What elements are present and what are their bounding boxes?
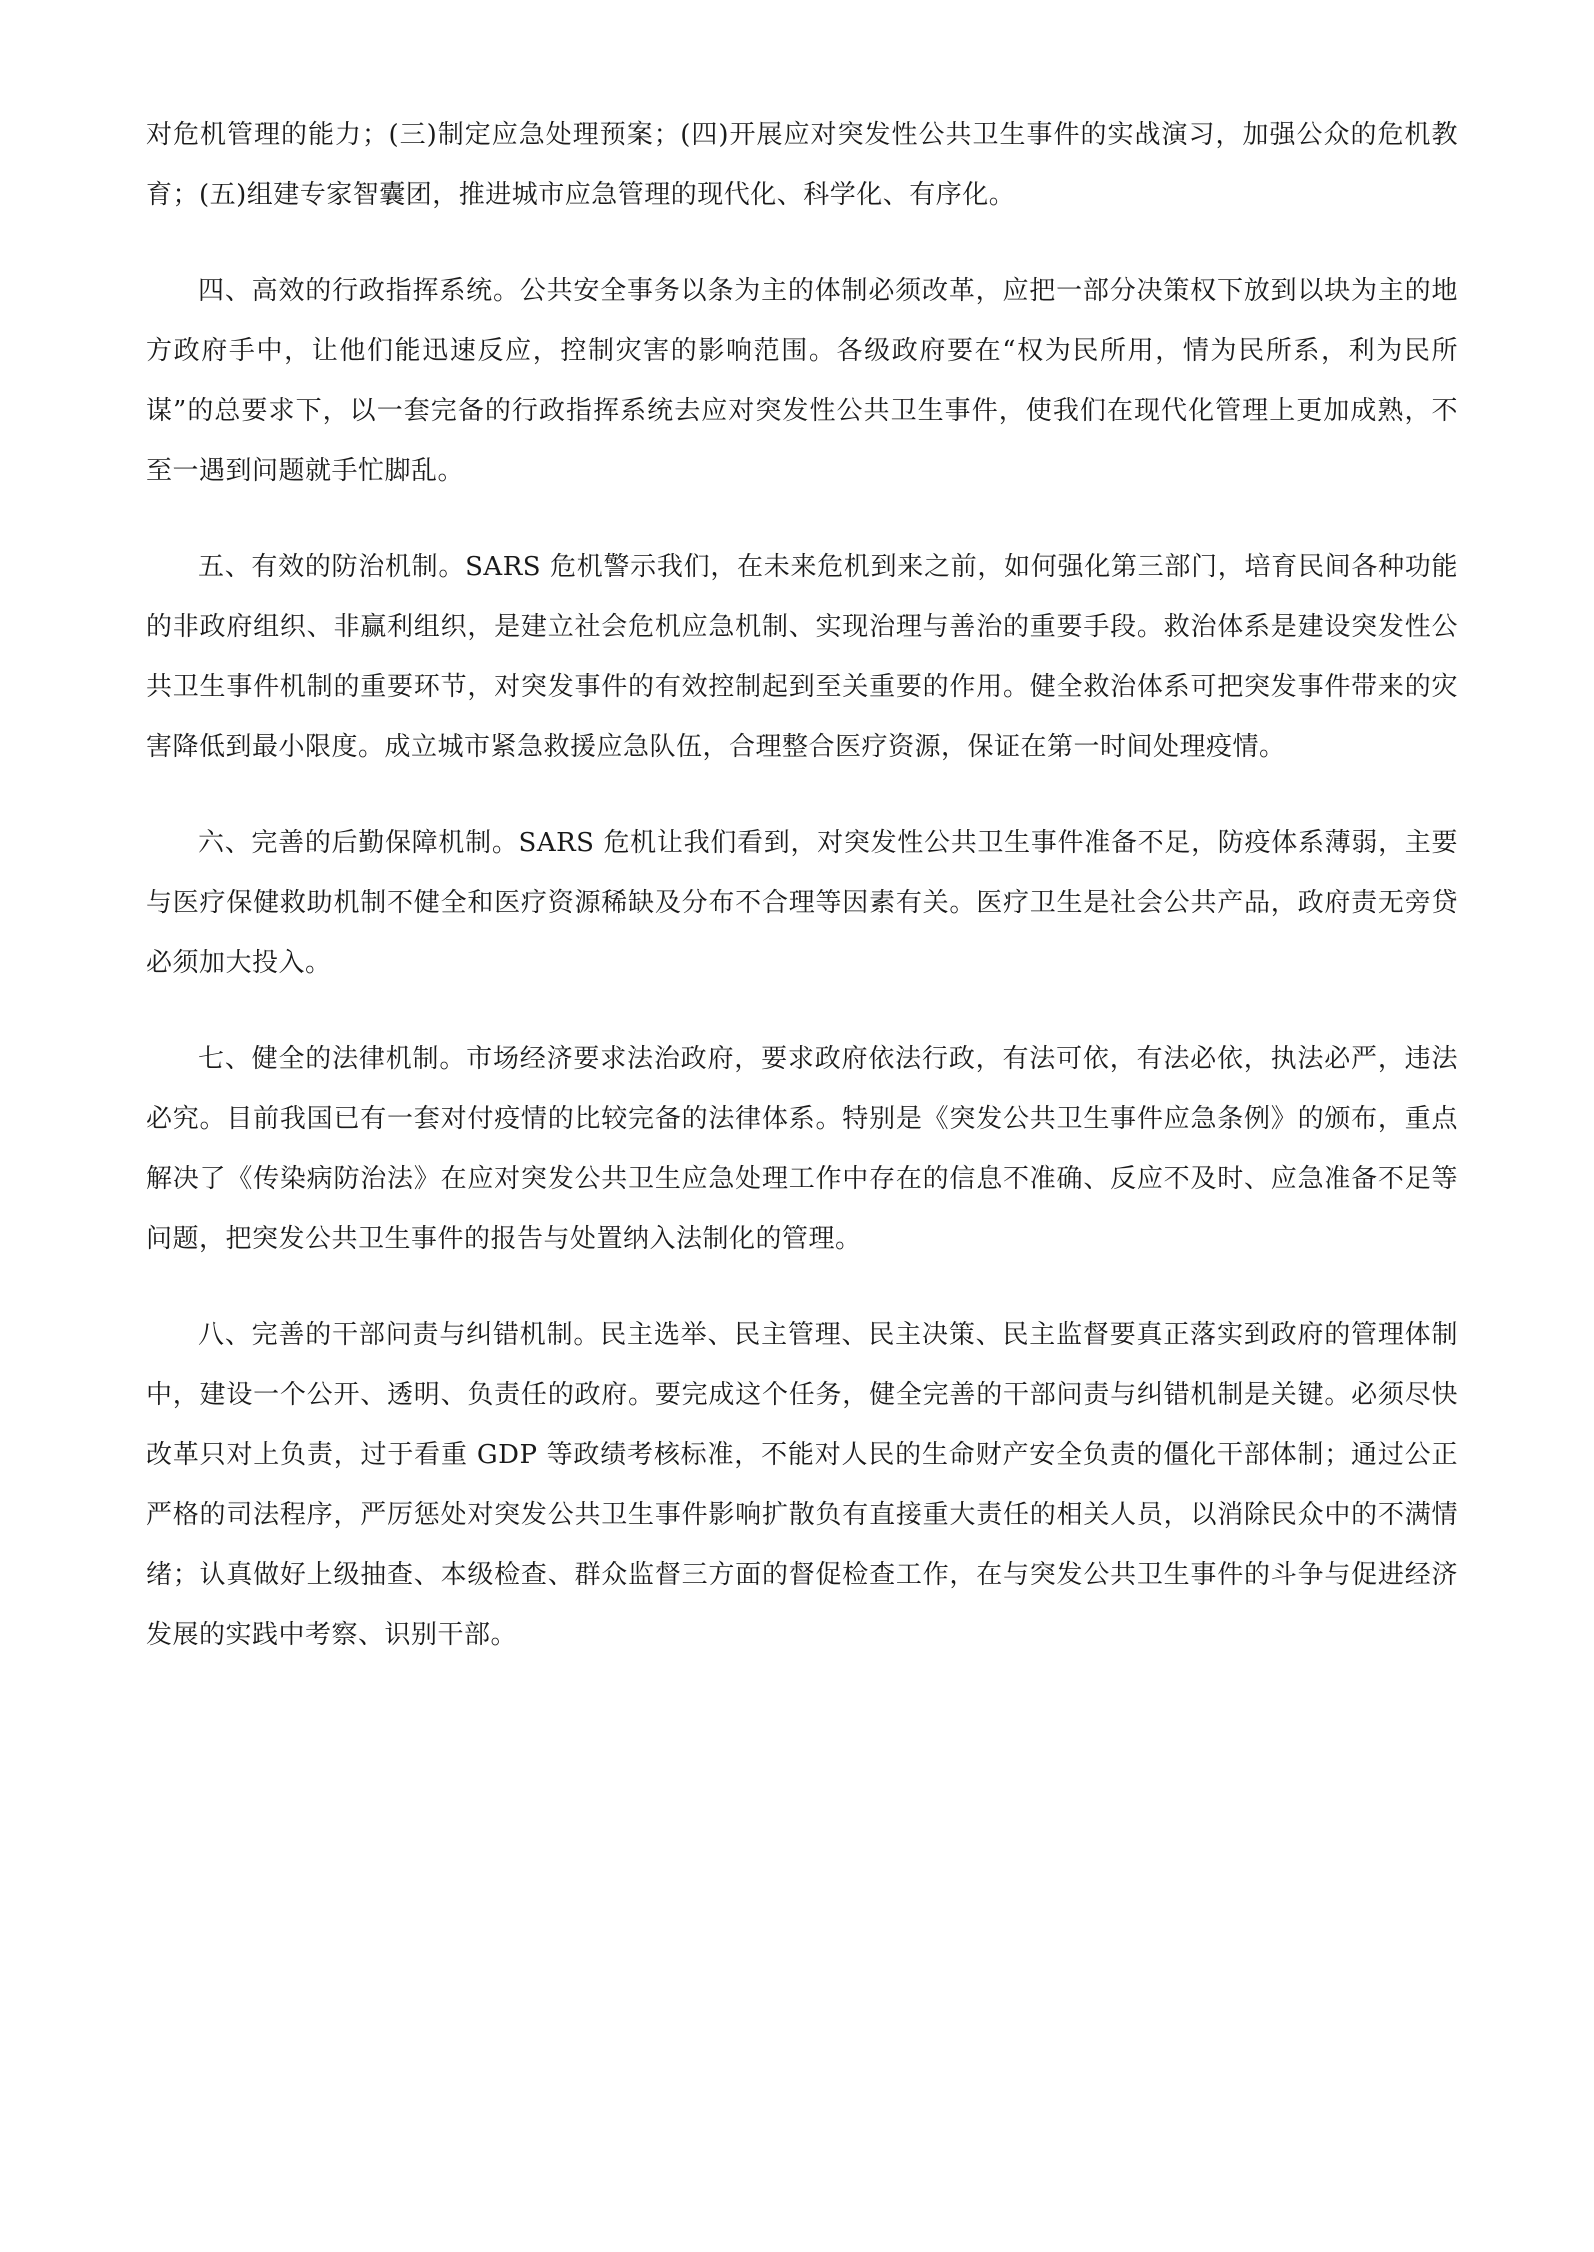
paragraph-continuation: 对危机管理的能力；(三)制定应急处理预案；(四)开展应对突发性公共卫生事件的实战演习，加强公众的危机教育；(五)组建专家智囊团，推进城市应急管理的现代化、科学化、有序化。	[146, 120, 1458, 210]
document-body	[146, 105, 1458, 1701]
paragraph-item-6: 六、完善的后勤保障机制。SARS 危机让我们看到，对突发性公共卫生事件准备不足，防疫体系薄弱，主要与医疗保健救助机制不健全和医疗资源稀缺及分布不合理等因素有关。医疗卫生是社会公共产品，政府责无旁贷必须加大投入。	[146, 828, 1458, 978]
paragraph-item-7: 七、健全的法律机制。市场经济要求法治政府，要求政府依法行政，有法可依，有法必依，执法必严，违法必究。目前我国已有一套对付疫情的比较完备的法律体系。特别是《突发公共卫生事件应急条例》的颁布，重点解决了《传染病防治法》在应对突发公共卫生应急处理工作中存在的信息不准确、反应不及时、应急准备不足等问题，把突发公共卫生事件的报告与处置纳入法制化的管理。	[146, 1044, 1458, 1254]
paragraph-item-4: 四、高效的行政指挥系统。公共安全事务以条为主的体制必须改革，应把一部分决策权下放到以块为主的地方政府手中，让他们能迅速反应，控制灾害的影响范围。各级政府要在“权为民所用，情为民所系，利为民所谋”的总要求下，以一套完备的行政指挥系统去应对突发性公共卫生事件，使我们在现代化管理上更加成熟，不至一遇到问题就手忙脚乱。	[146, 276, 1458, 486]
paragraph-item-8: 八、完善的干部问责与纠错机制。民主选举、民主管理、民主决策、民主监督要真正落实到政府的管理体制中，建设一个公开、透明、负责任的政府。要完成这个任务，健全完善的干部问责与纠错机制是关键。必须尽快改革只对上负责，过于看重 GDP 等政绩考核标准，不能对人民的生命财产安全负责的僵化干部体制；通过公正严格的司法程序，严厉惩处对突发公共卫生事件影响扩散负有直接重大责任的相关人员，以消除民众中的不满情绪；认真做好上级抽查、本级检查、群众监督三方面的督促检查工作，在与突发公共卫生事件的斗争与促进经济发展的实践中考察、识别干部。	[146, 1320, 1458, 1650]
paragraph-item-5: 五、有效的防治机制。SARS 危机警示我们，在未来危机到来之前，如何强化第三部门，培育民间各种功能的非政府组织、非赢利组织，是建立社会危机应急机制、实现治理与善治的重要手段。救治体系是建设突发性公共卫生事件机制的重要环节，对突发事件的有效控制起到至关重要的作用。健全救治体系可把突发事件带来的灾害降低到最小限度。成立城市紧急救援应急队伍，合理整合医疗资源，保证在第一时间处理疫情。	[146, 552, 1458, 762]
